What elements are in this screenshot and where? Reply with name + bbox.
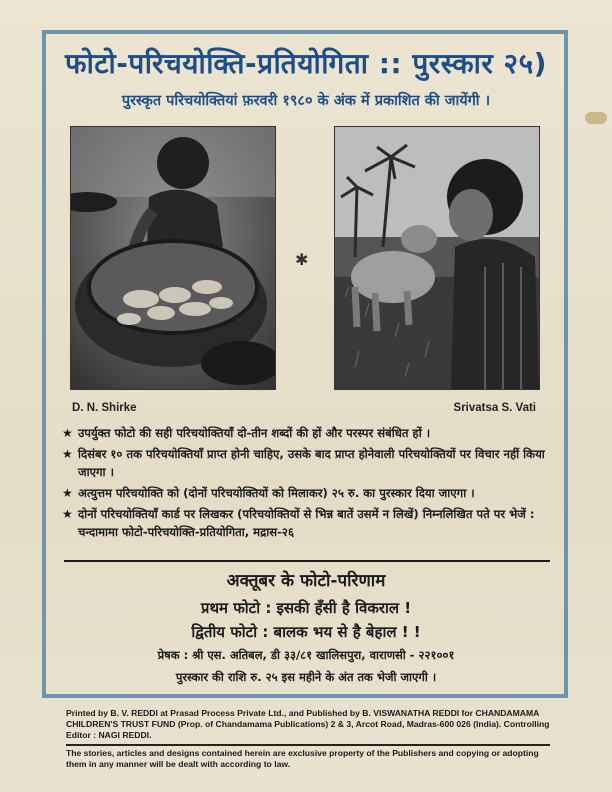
photo-credit-left: D. N. Shirke	[72, 402, 137, 414]
photo-boy-illustration	[335, 127, 539, 389]
rule-text: उपर्युक्त फोटो की सही परिचयोक्तियाँ दो-तीन शब्दों की हों और परस्पर संबंधित हों ।	[78, 426, 431, 440]
staple-mark	[585, 112, 607, 124]
first-photo-result: प्रथम फोटो : इसकी हँसी है विकराल !	[200, 599, 412, 617]
contest-subtitle: पुरस्कृत परिचयोक्तियां फ़रवरी १९८० के अंक में प्रकाशित की जायेंगी ।	[121, 93, 491, 109]
star-bullet-icon: ★	[62, 486, 73, 500]
photo-child-with-basket	[70, 126, 276, 390]
rule-text: दिसंबर १० तक परिचयोक्तियाँ प्राप्त होनी चाहिए, उसके बाद प्राप्त होनेवाली परिचयोक्तियों पर विचार नहीं किया जाएगा ।	[78, 447, 545, 479]
sender-line: प्रेषक : श्री एस. अतिबल, डी ३३/८१ खालिसपुरा, वाराणसी - २२१००१	[157, 648, 455, 662]
rule-text: दोनों परिचयोक्तियाँ कार्ड पर लिखकर (परिचयोक्तियों से भिन्न बातें उसमें न लिखें) निम्नलिखित पते पर भेजें : चन्दामामा फोटो-परिचयोक्ति-प्रतियोगिता, मद्रास-२६	[78, 507, 535, 539]
star-bullet-icon: ★	[62, 426, 73, 440]
section-divider	[64, 560, 550, 562]
copyright-notice: The stories, articles and designs contained herein are exclusive property of the Publishers and copying or adopting them in any manner will be dealt with according to law.	[66, 748, 539, 769]
contest-title: फोटो-परिचयोक्ति-प्रतियोगिता :: पुरस्कार २५)	[65, 47, 547, 80]
prize-note: पुरस्कार की राशि रु. २५ इस महीने के अंत तक भेजी जाएगी ।	[175, 670, 437, 684]
printer-imprint: Printed by B. V. REDDI at Prasad Process Private Ltd., and Published by B. VISWANATHA REDDI for CHANDAMAMA CHILDREN'S TRUST FUND (Prop. of Chandamama Publications) 2 & 3, Arcot Road, Madras-600 026 (India). Controlling Editor : NAGI REDDI.	[66, 708, 550, 740]
rules-list	[62, 424, 550, 544]
photo-boy-with-animal	[334, 126, 540, 390]
rule-item	[62, 445, 550, 481]
rule-item	[62, 505, 550, 541]
rule-text: अत्युत्तम परिचयोक्ति को (दोनों परिचयोक्तियों को मिलाकर) २५ रु. का पुरस्कार दिया जाएगा ।	[78, 486, 475, 500]
rule-item	[62, 424, 550, 442]
photo-credit-right: Srivatsa S. Vati	[453, 402, 536, 414]
rule-item	[62, 484, 550, 502]
star-bullet-icon: ★	[62, 447, 73, 461]
star-bullet-icon: ★	[62, 507, 73, 521]
results-heading: अक्तूबर के फोटो-परिणाम	[226, 571, 386, 591]
photo-child-illustration	[71, 127, 275, 389]
footer-divider	[66, 744, 550, 746]
separator-star: ✱	[295, 250, 309, 269]
second-photo-result: द्वितीय फोटो : बालक भय से है बेहाल ! !	[191, 623, 421, 641]
